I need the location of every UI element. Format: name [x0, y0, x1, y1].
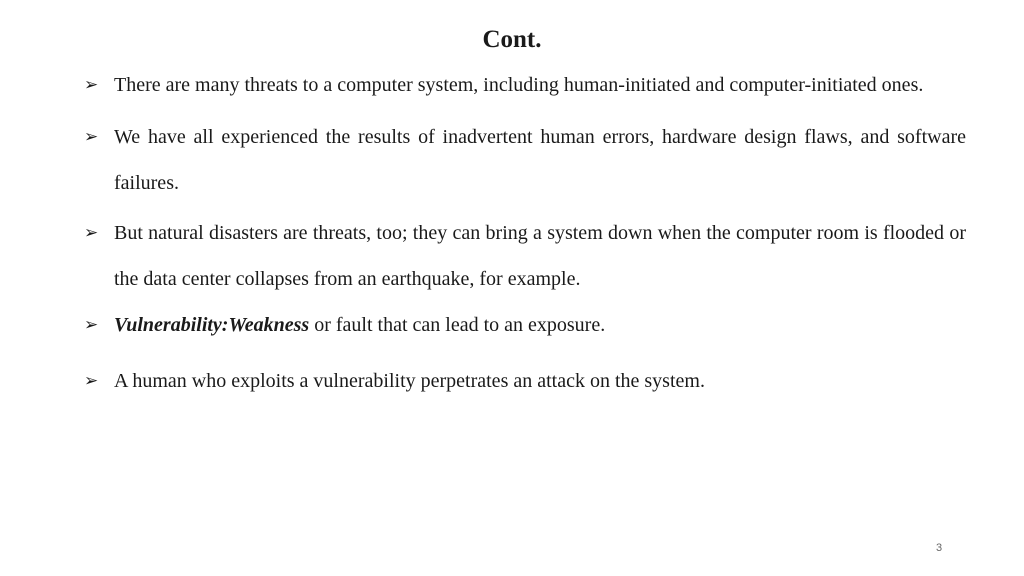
vulnerability-term: Vulnerability:Weakness — [114, 314, 310, 336]
bullet-item — [84, 366, 966, 396]
bullet-item — [84, 310, 966, 340]
arrow-bullet-icon: ➢ — [84, 371, 99, 391]
bullet-list — [84, 70, 966, 396]
arrow-bullet-icon: ➢ — [84, 315, 99, 335]
bullet-text — [114, 310, 966, 340]
bullet-item — [84, 218, 966, 302]
vulnerability-definition: or fault that can lead to an exposure. — [309, 314, 606, 336]
arrow-bullet-icon: ➢ — [84, 223, 99, 243]
bullet-text: We have all experienced the results of inadvertent human errors, hardware design flaws, and software failures. — [114, 126, 966, 194]
bullet-text: There are many threats to a computer system, including human-initiated and computer-initiated ones. — [114, 74, 924, 96]
page-number: 3 — [936, 542, 943, 554]
bullet-item — [84, 122, 966, 206]
arrow-bullet-icon: ➢ — [84, 127, 99, 147]
bullet-item — [84, 70, 966, 100]
arrow-bullet-icon: ➢ — [84, 75, 99, 95]
slide-title: Cont. — [482, 26, 542, 53]
bullet-text: But natural disasters are threats, too; they can bring a system down when the computer room is flooded or the data center collapses from an earthquake, for example. — [114, 222, 966, 290]
bullet-text: A human who exploits a vulnerability perpetrates an attack on the system. — [114, 370, 705, 392]
